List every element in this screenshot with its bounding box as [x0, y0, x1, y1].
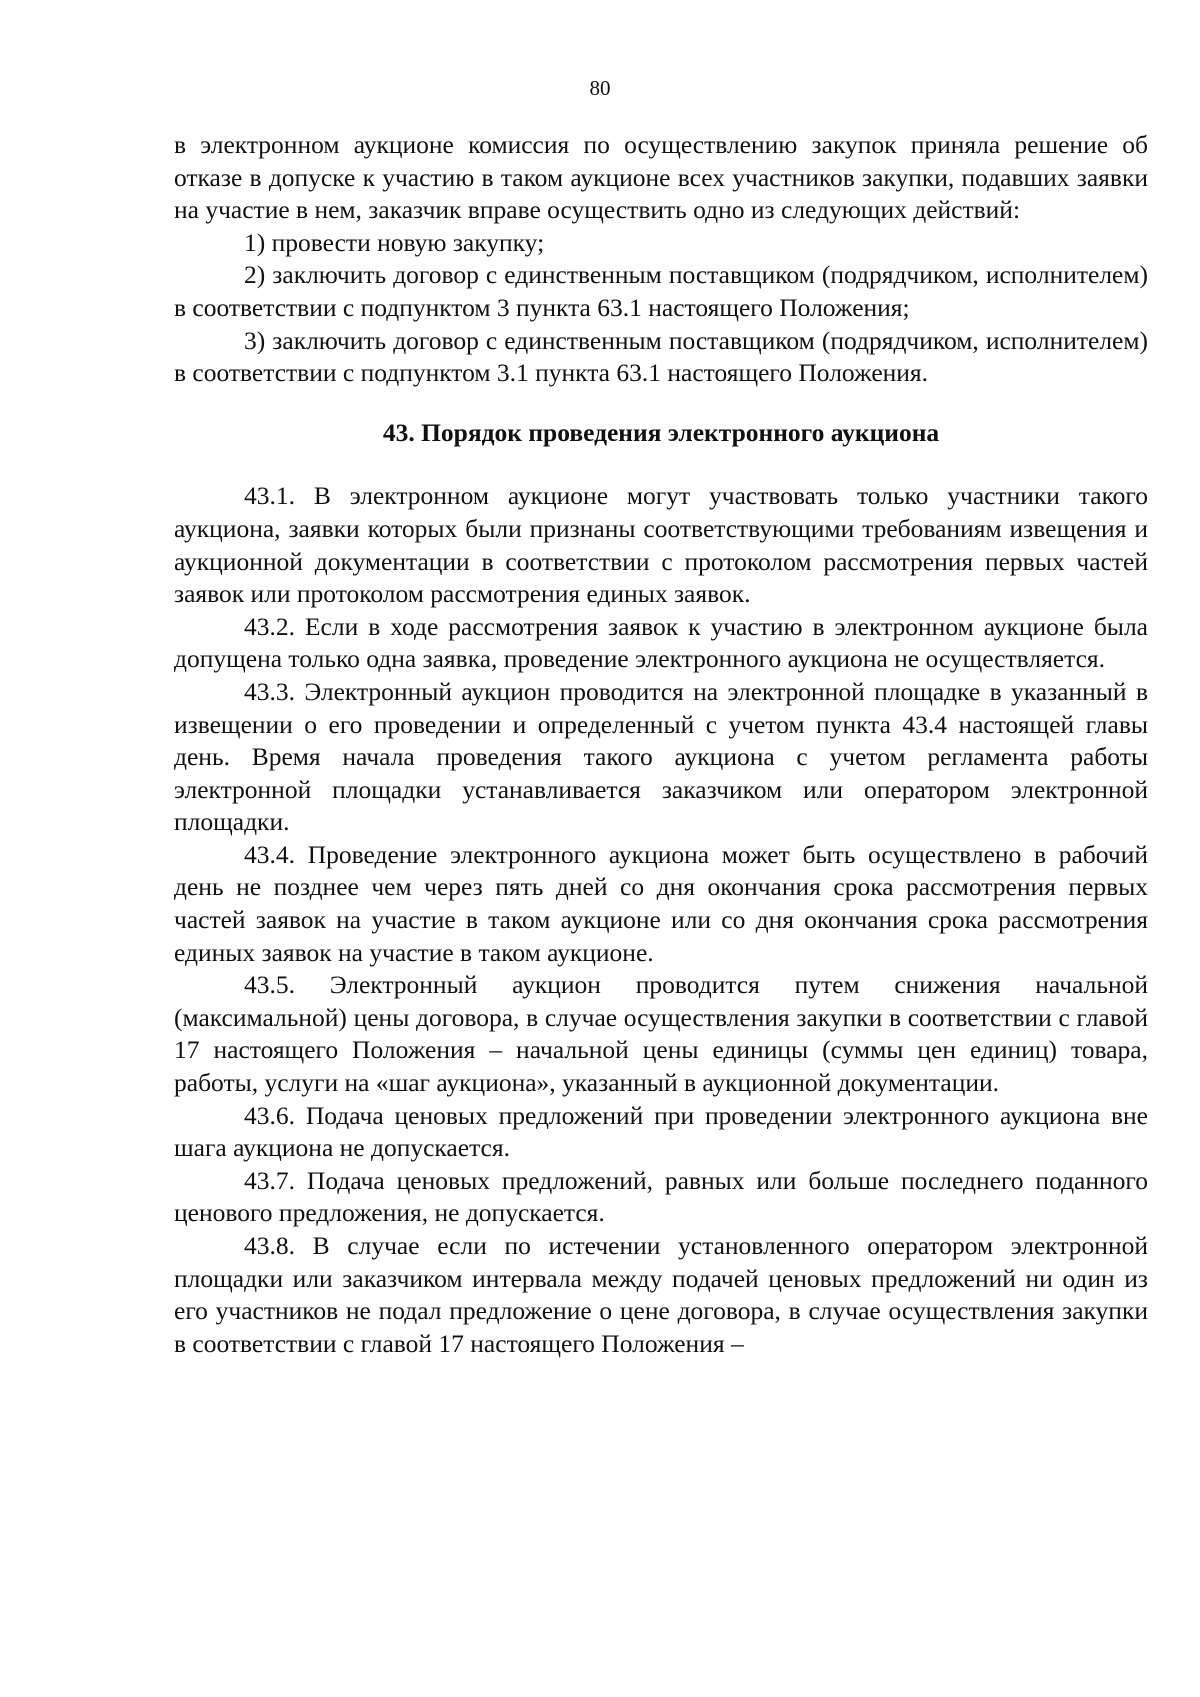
document-body [174, 129, 1148, 1360]
intro-paragraph: в электронном аукционе комиссия по осуществлению закупок приняла решение об отказе в допуске к участию в таком аукционе всех участников закупки, подавших заявки на участие в нем, заказчик вправе осуществить одно из следующих действий: [174, 130, 1148, 225]
option-item: 3) заключить договор с единственным поставщиком (подрядчиком, исполнителем) в соответствии с подпунктом 3.1 пункта 63.1 настоящего Положения. [174, 325, 1148, 388]
clause-paragraph: 43.5. Электронный аукцион проводится путем снижения начальной (максимальной) цены договора, в случае осуществления закупки в соответствии с главой 17 настоящего Положения – начальной цены единицы (суммы цен единиц) товара, работы, услуги на «шаг аукциона», указанный в аукционной документации. [174, 970, 1148, 1098]
clause-paragraph: 43.6. Подача ценовых предложений при проведении электронного аукциона вне шага аукциона не допускается. [174, 1100, 1148, 1163]
clause-paragraph: 43.2. Если в ходе рассмотрения заявок к участию в электронном аукционе была допущена только одна заявка, проведение электронного аукциона не осуществляется. [174, 611, 1148, 674]
clause-paragraph: 43.4. Проведение электронного аукциона может быть осуществлено в рабочий день не позднее чем через пять дней со дня окончания срока рассмотрения первых частей заявок на участие в таком аукционе или со дня окончания срока рассмотрения единых заявок на участие в таком аукционе. [174, 839, 1148, 967]
clause-paragraph: 43.8. В случае если по истечении установленного оператором электронной площадки или заказчиком интервала между подачей ценовых предложений ни один из его участников не подал предложение о цене договора, в случае осуществления закупки в соответствии с главой 17 настоящего Положения – [174, 1231, 1148, 1358]
option-item: 1) провести новую закупку; [244, 227, 545, 257]
option-item: 2) заключить договор с единственным поставщиком (подрядчиком, исполнителем) в соответствии с подпунктом 3 пункта 63.1 настоящего Положения; [174, 260, 1148, 322]
clause-paragraph: 43.7. Подача ценовых предложений, равных или больше последнего поданного ценового предложения, не допускается. [174, 1165, 1148, 1228]
clause-paragraph: 43.3. Электронный аукцион проводится на электронной площадке в указанный в извещении о его проведении и определенный с учетом пункта 43.4 настоящей главы день. Время начала проведения такого аукциона с учетом регламента работы электронной площадки устанавливается заказчиком или оператором электронной площадки. [174, 676, 1148, 837]
page-number: 80 [589, 76, 611, 100]
clause-paragraph: 43.1. В электронном аукционе могут участвовать только участники такого аукциона, заявки которых были признаны соответствующими требованиям извещения и аукционной документации в соответствии с протоколом рассмотрения первых частей заявок или протоколом рассмотрения единых заявок. [174, 481, 1148, 609]
section-heading: 43. Порядок проведения электронного аукциона [382, 417, 940, 447]
